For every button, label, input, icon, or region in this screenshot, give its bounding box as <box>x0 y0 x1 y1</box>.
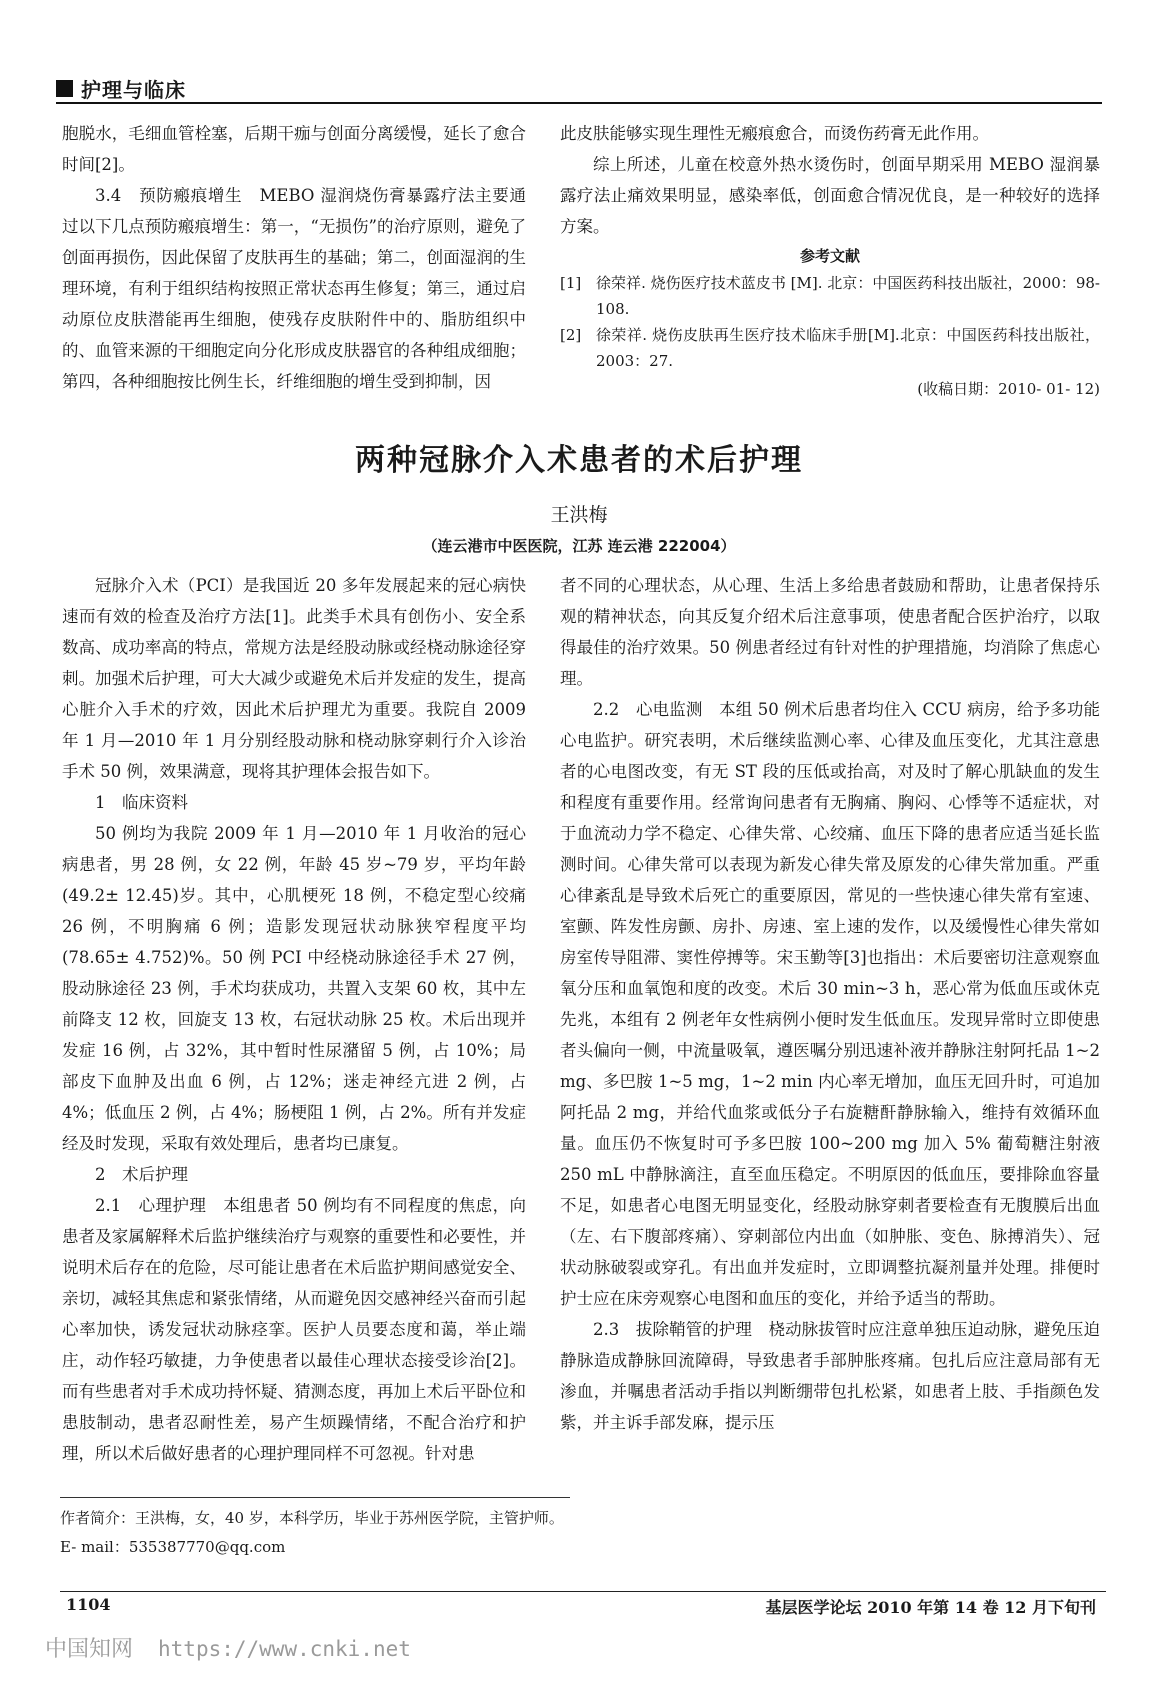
paragraph: 冠脉介入术（PCI）是我国近 20 多年发展起来的冠心病快速而有效的检查及治疗方法[1]。此类手术具有创伤小、安全系数高、成功率高的特点，常规方法是经股动脉或经桡动脉途径穿刺。加强术后护理，可大大减少或避免术后并发症的发生，提高心脏介入手术的疗效，因此术后护理尤为重要。我院自 2009 年 1 月—2010 年 1 月分别经股动脉和桡动脉穿刺行介入诊治手术 50 例，效果满意，现将其护理体会报告如下。 <box>62 576 526 781</box>
page-number: 1104 <box>66 1595 111 1614</box>
paragraph: 此皮肤能够实现生理性无瘢痕愈合，而烫伤药膏无此作用。 <box>560 124 989 143</box>
top-right-column <box>560 118 1100 405</box>
watermark-brand: 中国知网 <box>45 1637 134 1662</box>
section-heading: 2 术后护理 <box>95 1165 188 1184</box>
section-header <box>56 74 1102 104</box>
watermark <box>45 1632 411 1663</box>
section-square-icon <box>56 80 73 97</box>
reference-number: [1] <box>560 274 582 292</box>
paragraph: 者不同的心理状态，从心理、生活上多给患者鼓励和帮助，让患者保持乐观的精神状态，向其反复介绍术后注意事项，使患者配合医护治疗，以取得最佳的治疗效果。50 例患者经过有针对性的护理措施，均消除了焦虑心理。 <box>560 576 1100 688</box>
reference-text: 徐荣祥. 烧伤皮肤再生医疗技术临床手册[M].北京：中国医药科技出版社，2003：27. <box>596 326 1100 370</box>
watermark-url: https://www.cnki.net <box>158 1637 411 1661</box>
section-header-label: 护理与临床 <box>81 77 186 102</box>
received-date: (收稿日期：2010- 01- 12) <box>917 380 1100 398</box>
paragraph: 2.3 拔除鞘管的护理 桡动脉拔管时应注意单独压迫动脉，避免压迫静脉造成静脉回流障碍，导致患者手部肿胀疼痛。包扎后应注意局部有无渗血，并嘱患者活动手指以判断绷带包扎松紧，如患者上肢、手指颜色发紫，并主诉手部发麻，提示压 <box>560 1320 1100 1432</box>
paragraph: 胞脱水，毛细血管栓塞，后期干痂与创面分离缓慢，延长了愈合时间[2]。 <box>62 124 526 174</box>
footer-divider <box>60 1591 1106 1592</box>
journal-info: 基层医学论坛 2010 年第 14 卷 12 月下旬刊 <box>765 1598 1096 1617</box>
section-heading: 1 临床资料 <box>95 793 188 812</box>
reference-number: [2] <box>560 326 582 344</box>
reference-text: 徐荣祥. 烧伤医疗技术蓝皮书 [M]. 北京：中国医药科技出版社，2000：98- 108. <box>596 274 1100 318</box>
reference-item <box>560 270 1100 322</box>
top-left-column <box>62 118 526 397</box>
article-author: 王洪梅 <box>550 504 608 526</box>
author-note: 作者简介：王洪梅，女，40 岁，本科学历，毕业于苏州医学院，主管护师。E- mail：535387770@qq.com <box>60 1497 570 1562</box>
article-title: 两种冠脉介入术患者的术后护理 <box>355 443 803 478</box>
paragraph: 2.2 心电监测 本组 50 例术后患者均住入 CCU 病房，给予多功能心电监护。研究表明，术后继续监测心率、心律及血压变化，尤其注意患者的心电图改变，有无 ST 段的压低或抬高，对及时了解心肌缺血的发生和程度有重要作用。经常询问患者有无胸痛、胸闷、心悸等不适症状，对于血流动力学不稳定、心律失常、心绞痛、血压下降的患者应适当延长监测时间。心律失常可以表现为新发心律失常及原发的心律失常加重。严重心律紊乱是导致术后死亡的重要原因，常见的一些快速心律失常有室速、室颤、阵发性房颤、房扑、房速、室上速的发作，以及缓慢性心律失常如房室传导阻滞、窦性停搏等。宋玉勤等[3]也指出：术后要密切注意观察血氧分压和血氧饱和度的改变。术后 30 min~3 h，恶心常为低血压或休克先兆，本组有 2 例老年女性病例小便时发生低血压。发现异常时立即使患者头偏向一侧，中流量吸氧，遵医嘱分别迅速补液并静脉注射阿托品 1~2 mg、多巴胺 1~5 mg，1~2 min 内心率无增加，血压无回升时，可追加阿托品 2 mg，并给代血浆或低分子右旋糖酐静脉输入，维持有效循环血量。血压仍不恢复时可予多巴胺 100~200 mg 加入 5% 葡萄糖注射液 250 mL 中静脉滴注，直至血压稳定。不明原因的低血压，要排除血容量不足，如患者心电图无明显变化，经股动脉穿刺者要检查有无腹膜后出血（左、右下腹部疼痛）、穿刺部位内出血（如肿胀、变色、脉搏消失）、冠状动脉破裂或穿孔。有出血并发症时，立即调整抗凝剂量并处理。排便时护士应在床旁观察心电图和血压的变化，并给予适当的帮助。 <box>560 700 1100 1308</box>
paragraph: 50 例均为我院 2009 年 1 月—2010 年 1 月收治的冠心病患者，男 28 例，女 22 例，年龄 45 岁~79 岁，平均年龄(49.2± 12.45)岁。其中，心肌梗死 18 例，不稳定型心绞痛 26 例，不明胸痛 6 例；造影发现冠状动脉狭窄程度平均(78.65± 4.752)%。50 例 PCI 中经桡动脉途径手术 27 例，股动脉途径 23 例，手术均获成功，共置入支架 60 枚，其中左前降支 12 枚，回旋支 13 枚，右冠状动脉 25 枚。术后出现并发症 16 例，占 32%，其中暂时性尿潴留 5 例，占 10%；局部皮下血肿及出血 6 例，占 12%；迷走神经亢进 2 例，占 4%；低血压 2 例，占 4%；肠梗阻 1 例，占 2%。所有并发症经及时发现，采取有效处理后，患者均已康复。 <box>62 824 526 1153</box>
body-right-column <box>560 570 1100 1438</box>
paragraph: 3.4 预防瘢痕增生 MEBO 湿润烧伤膏暴露疗法主要通过以下几点预防瘢痕增生：第一，“无损伤”的治疗原则，避免了创面再损伤，因此保留了皮肤再生的基础；第二，创面湿润的生理环境，有利于组织结构按照正常状态再生修复；第三，通过启动原位皮肤潜能再生细胞，使残存皮肤附件中的、脂肪组织中的、血管来源的干细胞定向分化形成皮肤器官的各种组成细胞；第四，各种细胞按比例生长，纤维细胞的增生受到抑制，因 <box>62 186 526 391</box>
body-left-column <box>62 570 526 1469</box>
references-title: 参考文献 <box>799 247 860 265</box>
paragraph: 2.1 心理护理 本组患者 50 例均有不同程度的焦虑，向患者及家属解释术后监护继续治疗与观察的重要性和必要性，并说明术后存在的危险，尽可能让患者在术后监护期间感觉安全、亲切，减轻其焦虑和紧张情绪，从而避免因交感神经兴奋而引起心率加快，诱发冠状动脉痉挛。医护人员要态度和蔼，举止端庄，动作轻巧敏捷，力争使患者以最佳心理状态接受诊治[2]。而有些患者对手术成功持怀疑、猜测态度，再加上术后平卧位和患肢制动，患者忍耐性差，易产生烦躁情绪，不配合治疗和护理，所以术后做好患者的心理护理同样不可忽视。针对患 <box>62 1196 526 1463</box>
paragraph: 综上所述，儿童在校意外热水烫伤时，创面早期采用 MEBO 湿润暴露疗法止痛效果明显，感染率低，创面愈合情况优良，是一种较好的选择方案。 <box>560 155 1100 236</box>
reference-item <box>560 322 1100 374</box>
article-affiliation: （连云港市中医医院，江苏 连云港 222004） <box>422 537 736 555</box>
